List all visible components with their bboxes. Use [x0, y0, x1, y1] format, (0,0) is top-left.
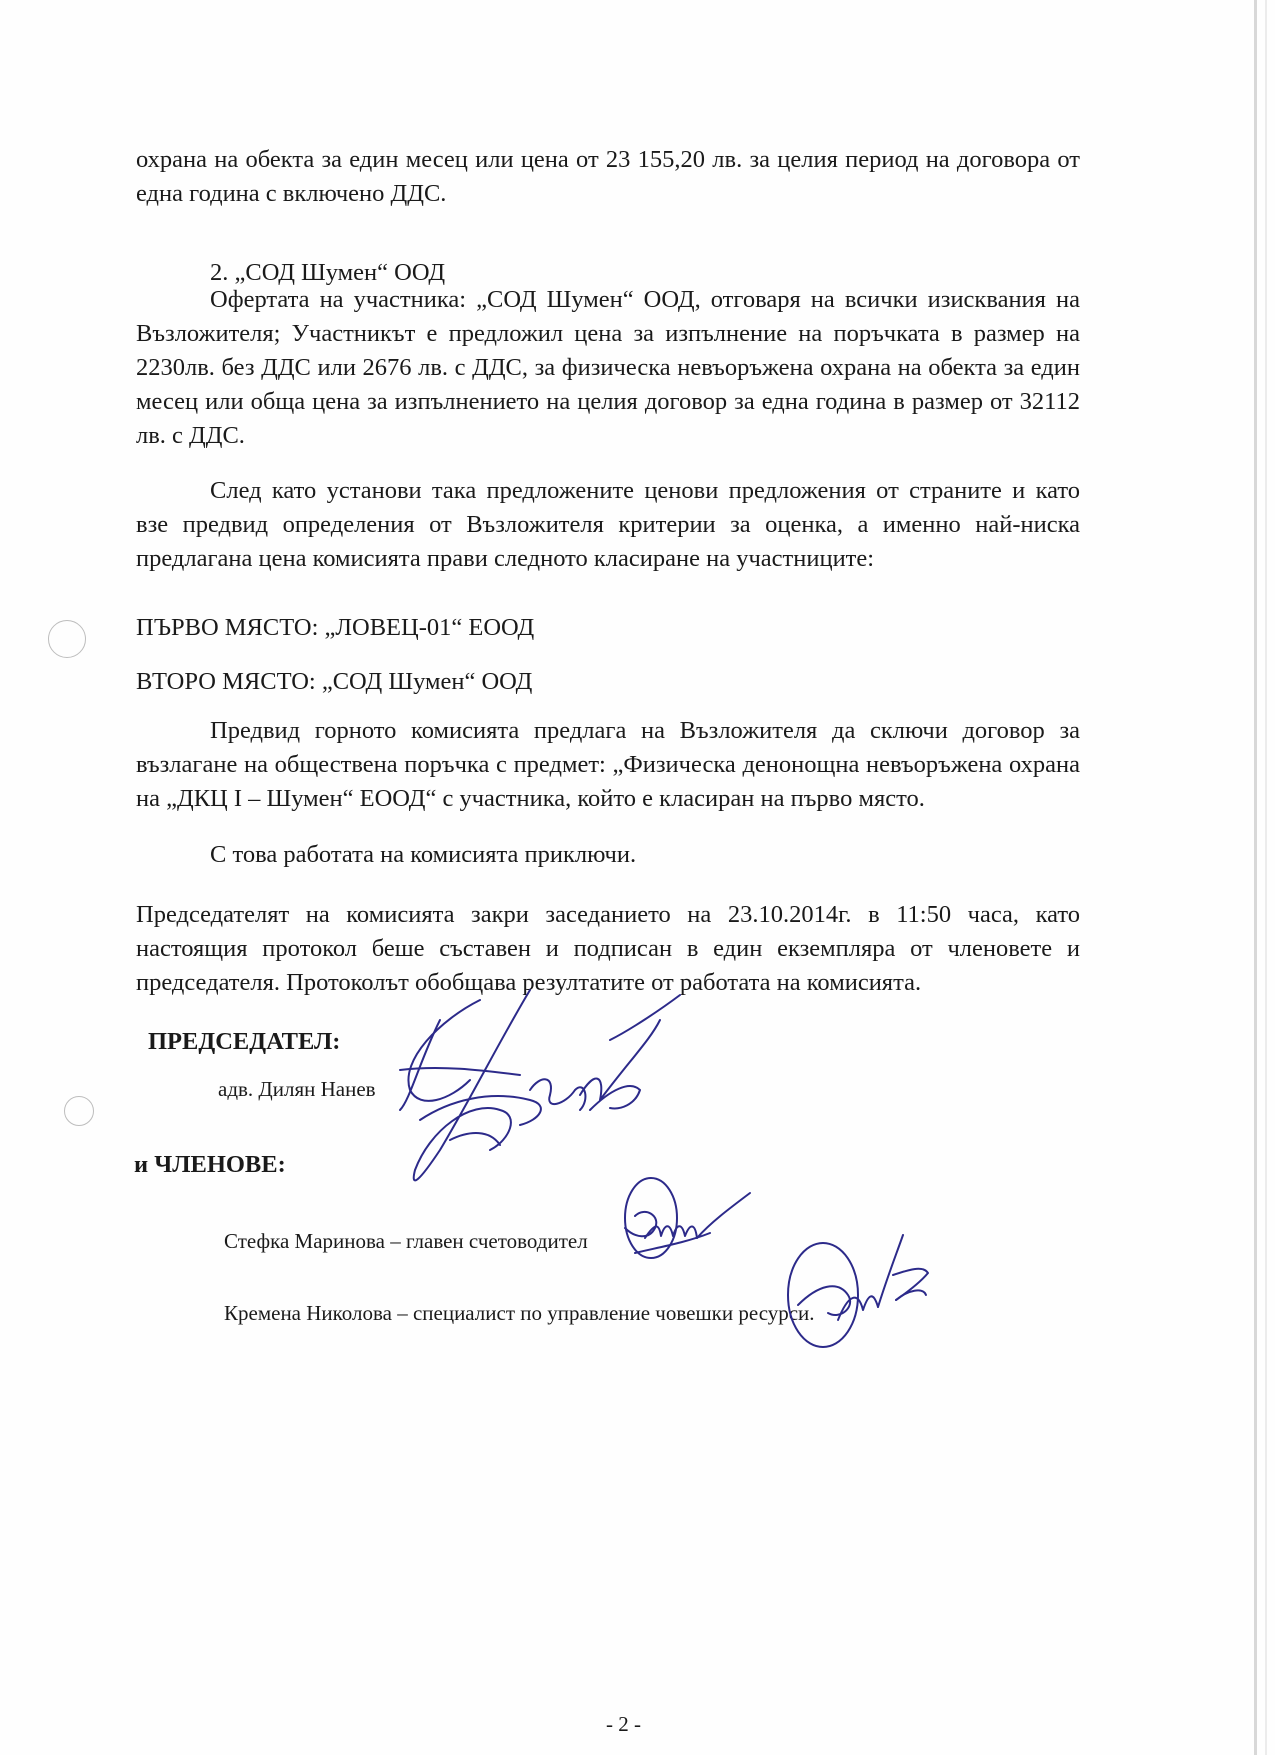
paragraph-line: предлагана цена комисията прави следното класиране на участниците: [136, 545, 875, 572]
paragraph-line: възлагане на обществена поръчка с предмет: „Физическа денонощна невъоръжена охрана [136, 751, 1080, 778]
first-place: ПЪРВО МЯСТО: „ЛОВЕЦ-01“ ЕООД [136, 614, 535, 641]
closing-statement: С това работата на комисията приключи. [210, 841, 637, 868]
paragraph-line: охрана на обекта за един месец или цена от 23 155,20 лв. за целия период на договора от [136, 146, 1080, 173]
paragraph-line: Офертата на участника: „СОД Шумен“ ООД, отговаря на всички изисквания на [210, 286, 1080, 313]
member-2-name: Кремена Николова – специалист по управление човешки ресурси. [224, 1301, 815, 1325]
paragraph-line: на „ДКЦ I – Шумен“ ЕООД“ с участника, който е класиран на първо място. [136, 785, 925, 812]
members-label: и ЧЛЕНОВЕ: [134, 1151, 286, 1178]
punch-hole-mark [48, 620, 86, 658]
member-2-signature [778, 1225, 938, 1355]
paragraph-line: лв. с ДДС. [136, 422, 245, 449]
page-edge-shadow [1254, 0, 1257, 1755]
second-place: ВТОРО МЯСТО: „СОД Шумен“ ООД [136, 668, 533, 695]
participant-heading: 2. „СОД Шумен“ ООД [210, 259, 446, 286]
chair-name: адв. Дилян Нанев [218, 1077, 376, 1101]
paragraph-line: 2230лв. без ДДС или 2676 лв. с ДДС, за физическа невъоръжена охрана на обекта за един [136, 354, 1080, 381]
chair-label: ПРЕДСЕДАТЕЛ: [148, 1028, 341, 1055]
paragraph-line: месец или обща цена за изпълнението на целия договор за една година в размер от 32112 [136, 388, 1080, 415]
paragraph-line: След като установи така предложените ценови предложения от страните и като [210, 477, 1080, 504]
paragraph-line: взе предвид определения от Възложителя критерии за оценка, а именно най-ниска [136, 511, 1080, 538]
page-number: - 2 - [606, 1712, 641, 1736]
paragraph-line: Възложителя; Участникът е предложил цена за изпълнение на поръчката в размер на [136, 320, 1080, 347]
member-1-signature [615, 1168, 755, 1278]
paragraph-line: Председателят на комисията закри заседанието на 23.10.2014г. в 11:50 часа, като [136, 901, 1080, 928]
paragraph-line: Предвид горното комисията предлага на Възложителя да сключи договор за [210, 717, 1080, 744]
punch-hole-mark [64, 1096, 94, 1126]
member-1-name: Стефка Маринова – главен счетоводител [224, 1229, 588, 1253]
paragraph-line: председателя. Протоколът обобщава резултатите от работата на комисията. [136, 969, 922, 996]
paragraph-line: настоящия протокол беше съставен и подписан в един екземпляра от членовете и [136, 935, 1080, 962]
chair-signature [380, 980, 710, 1200]
paragraph-line: една година с включено ДДС. [136, 180, 447, 207]
page-edge-shadow [1265, 0, 1267, 1755]
